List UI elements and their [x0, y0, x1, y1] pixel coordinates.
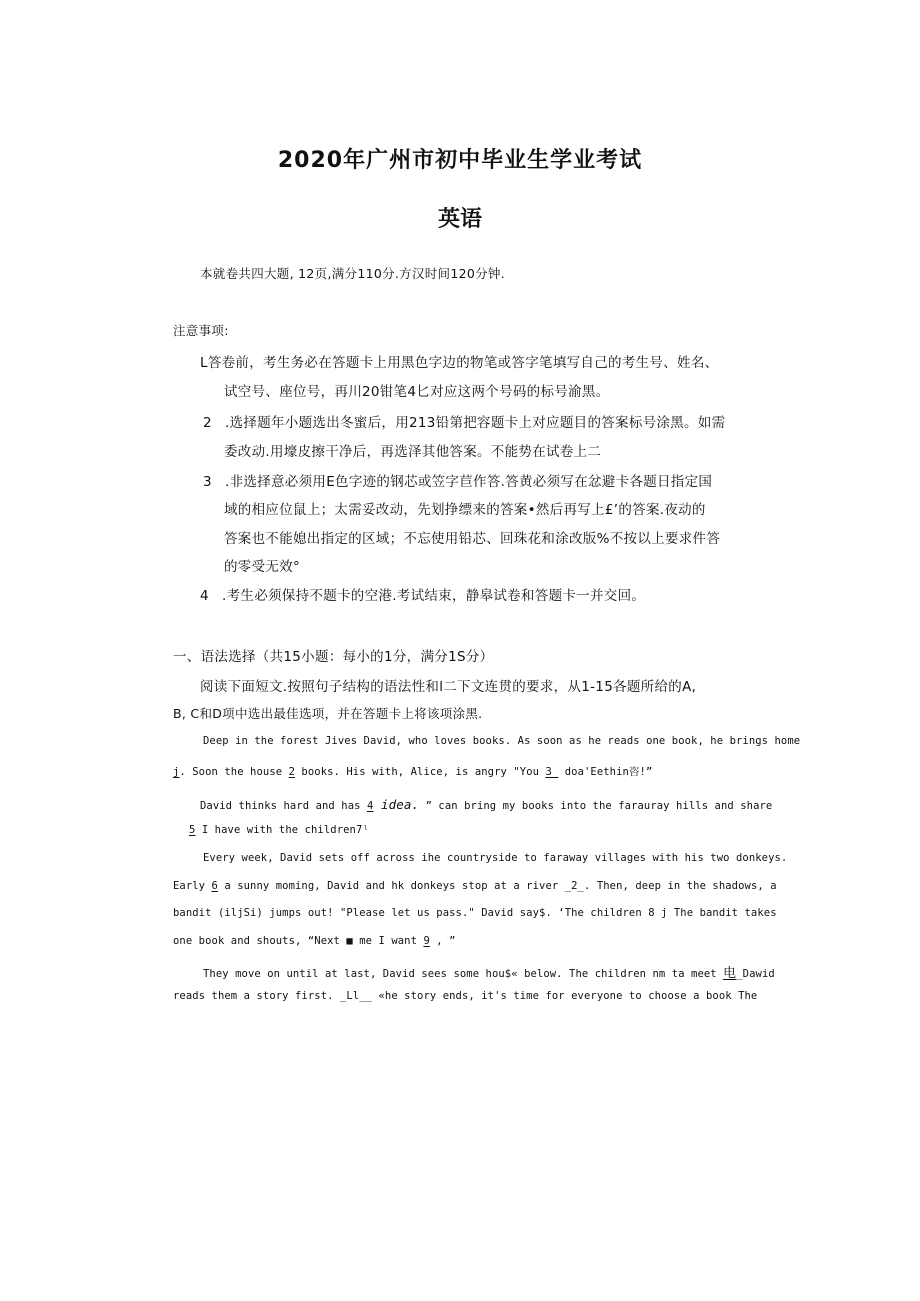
- notice-item-4-line-1: .考生必须保持不题卡的空港.考试结束，静皋试卷和答题卡一并交回。: [222, 588, 646, 604]
- passage-p1-line-2: [173, 764, 652, 779]
- notice-item-2-line-2: 委改动.用壕皮擦干净后，再选泽其他答案。不能势在试卷上二: [224, 444, 602, 460]
- passage-p1-line-1: Deep in the forest Jives David, who loves books. As soon as he reads one book, he brings home: [203, 735, 801, 747]
- passage-p2-line-1: [200, 797, 772, 812]
- notice-item-2-number: 2: [203, 415, 212, 431]
- passage-p2-idea: idea.: [373, 797, 420, 812]
- passage-p1-text-c: doa'Eethin咨!”: [558, 766, 653, 778]
- notice-item-1-line-2: 试空号、座位号，再川20钳笔4匕对应这两个号码的标号渝黑。: [224, 384, 610, 400]
- passage-p3-line-3: bandit (iljSi) jumps out! "Please let us pass." David say$. ‘The children 8 j The bandit takes: [173, 907, 777, 919]
- notice-item-2-line-1: .选择题年小题选出冬蜜后，用213铅第把容题卡上对应题目的答案标号涂黑。如需: [225, 415, 726, 431]
- passage-p1-text-b: books. His with, Alice, is angry "You: [295, 766, 546, 778]
- blank-9: 9: [423, 935, 430, 947]
- passage-p3-text-c: one book and shouts, “Next ■ me I want: [173, 935, 424, 947]
- passage-p3-line-4: [173, 935, 456, 947]
- blank-1: j: [173, 766, 180, 778]
- section-1-heading: 一、语法选择（共15小题：每小的1分，满分1S分）: [173, 649, 494, 665]
- passage-p4-line-2: reads them a story first. _Ll__ «he story ends, it's time for everyone to choose a book The: [173, 990, 758, 1002]
- passage-p4-text-a: They move on until at last, David sees some hou$« below. The children nm ta meet: [203, 968, 724, 980]
- passage-p2-text-a: David thinks hard and has: [200, 800, 367, 812]
- blank-6: 6: [211, 880, 218, 892]
- passage-p3-text-d: , ”: [429, 935, 456, 947]
- passage-p4-line-1: [203, 962, 775, 981]
- notice-item-4: [200, 584, 645, 604]
- notice-item-2: [203, 411, 725, 431]
- passage-p3-text-a: Early: [173, 880, 212, 892]
- blank-5: 5: [189, 824, 196, 836]
- passage-p3-line-1: Every week, David sets off across ihe countryside to faraway villages with his two donkeys.: [203, 852, 788, 864]
- exam-subject: 英语: [437, 207, 482, 232]
- notice-item-3-line-3: 答案也不能媳出指定的区域；不忘使用铅芯、回珠花和涂改版%不按以上要求件答: [224, 531, 721, 547]
- notice-item-3-line-1: .非选择意必须用E色字迹的钢芯或笠字苣作答.答黄必须写在忿避卡各题日指定国: [225, 474, 713, 490]
- blank-4: 4: [366, 800, 374, 812]
- notice-item-3-number: 3: [203, 474, 212, 490]
- section-1-instruction-line-1: 阅读下面短文.按照句子结构的语法性和l二下文连贯的要求，从1-15各题所给的A,: [200, 679, 697, 695]
- notice-item-1-line-1: L答卷前，考生务必在答题卡上用黑色字边的物笔或答字笔填写自己的考生号、姓名、: [200, 355, 719, 371]
- exam-title: 2020年广州市初中毕业生学业考试: [277, 148, 643, 173]
- passage-p2-text-c: I have with the children7ˡ: [195, 824, 369, 836]
- blank-3: 3_: [545, 766, 559, 778]
- notice-heading: 注意事项:: [173, 323, 229, 338]
- blank-2: 2: [288, 766, 296, 778]
- passage-p3-line-2: [173, 880, 777, 892]
- notice-item-4-number: 4: [200, 588, 209, 604]
- blank-10: 电: [723, 966, 737, 981]
- passage-p2-line-2: [189, 824, 369, 836]
- exam-intro: 本就卷共四大题, 12页,满分110分.方汉时间120分钟.: [200, 266, 505, 281]
- passage-p4-text-b: _Dawid: [736, 968, 775, 980]
- section-1-instruction-line-2: B, C和D项中选出最佳选项，并在答题卡上将该项涂黑.: [173, 706, 483, 721]
- passage-p3-text-b: a sunny moming, David and hk donkeys stop at a river _2_. Then, deep in the shadows, a: [217, 880, 777, 892]
- passage-p1-text-a: . Soon the house: [179, 766, 289, 778]
- notice-item-3-line-4: 的零受无效°: [224, 559, 301, 575]
- notice-item-3: [203, 470, 712, 490]
- notice-item-3-line-2: 域的相应位鼠上；太需妥改动，先划挣缥来的答案•然后再写上£’的答案.夜动的: [224, 502, 706, 518]
- passage-p2-text-b: ” can bring my books into the farauray hills and share: [419, 800, 773, 812]
